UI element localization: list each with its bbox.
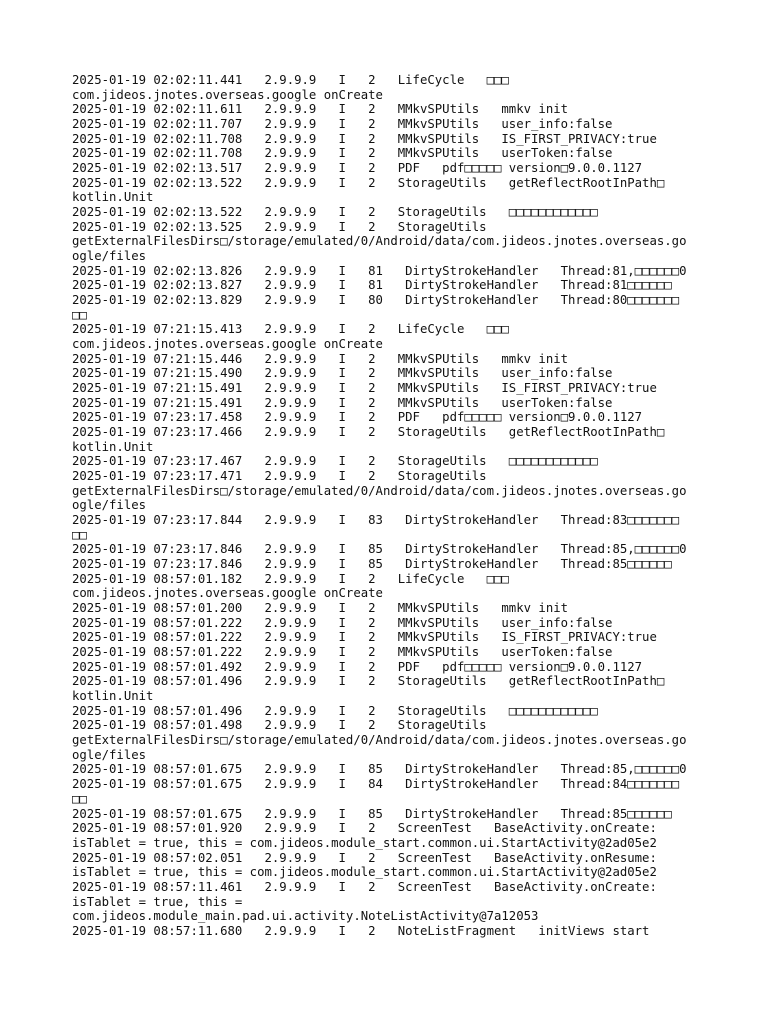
log-line: 2025-01-19 02:02:11.707 2.9.9.9 I 2 MMkvSPUtils user_info:false (72, 117, 613, 131)
log-line: 2025-01-19 02:02:13.826 2.9.9.9 I 81 DirtyStrokeHandler Thread:81,□□□□□□0 (72, 263, 687, 278)
log-line: 2025-01-19 02:02:11.611 2.9.9.9 I 2 MMkvSPUtils mmkv init (72, 102, 569, 117)
log-line: 2025-01-19 08:57:01.675 2.9.9.9 I 85 DirtyStrokeHandler Thread:85□□□□□□ (72, 806, 672, 821)
log-line: 2025-01-19 07:23:17.844 2.9.9.9 I 83 DirtyStrokeHandler Thread:83□□□□□□□ (72, 513, 680, 528)
log-line: 2025-01-19 07:23:17.846 2.9.9.9 I 85 DirtyStrokeHandler Thread:85,□□□□□□0 (72, 542, 687, 557)
log-line: 2025-01-19 08:57:01.675 2.9.9.9 I 85 DirtyStrokeHandler Thread:85,□□□□□□0 (72, 762, 687, 777)
log-line: 2025-01-19 02:02:11.708 2.9.9.9 I 2 MMkvSPUtils IS_FIRST_PRIVACY:true (72, 131, 657, 146)
log-line: 2025-01-19 02:02:13.827 2.9.9.9 I 81 DirtyStrokeHandler Thread:81□□□□□□ (72, 278, 672, 293)
log-line: com.jideos.jnotes.overseas.google onCreate (72, 87, 383, 102)
log-line: kotlin.Unit (72, 689, 154, 704)
log-line: 2025-01-19 08:57:01.200 2.9.9.9 I 2 MMkvSPUtils mmkv init (72, 601, 569, 616)
log-line: ogle/files (72, 498, 147, 513)
log-line: 2025-01-19 02:02:13.517 2.9.9.9 I 2 PDF pdf□□□□□ version□9.0.0.1127 (72, 161, 643, 176)
log-line: getExternalFilesDirs□/storage/emulated/0/Android/data/com.jideos.jnotes.overseas.go (72, 733, 687, 748)
log-line: 2025-01-19 08:57:01.496 2.9.9.9 I 2 StorageUtils □□□□□□□□□□□□ (72, 703, 598, 718)
log-line: 2025-01-19 08:57:01.182 2.9.9.9 I 2 LifeCycle □□□ (72, 571, 509, 586)
log-line: 2025-01-19 08:57:01.675 2.9.9.9 I 84 DirtyStrokeHandler Thread:84□□□□□□□ (72, 777, 680, 792)
log-line: com.jideos.module_main.pad.ui.activity.NoteListActivity@7a12053 (72, 909, 539, 924)
log-line: 2025-01-19 07:21:15.446 2.9.9.9 I 2 MMkvSPUtils mmkv init (72, 351, 569, 366)
log-line: isTablet = true, this = com.jideos.module_start.common.ui.StartActivity@2ad05e2 (72, 835, 657, 850)
log-line: 2025-01-19 02:02:11.708 2.9.9.9 I 2 MMkvSPUtils userToken:false (72, 146, 613, 161)
log-line: com.jideos.jnotes.overseas.google onCreate (72, 586, 383, 601)
log-line: 2025-01-19 02:02:11.441 2.9.9.9 I 2 LifeCycle □□□ (72, 73, 509, 87)
log-line: isTablet = true, this = com.jideos.module_start.common.ui.StartActivity@2ad05e2 (72, 865, 657, 880)
log-line: 2025-01-19 02:02:13.525 2.9.9.9 I 2 StorageUtils (72, 219, 487, 234)
log-line: 2025-01-19 07:21:15.490 2.9.9.9 I 2 MMkvSPUtils user_info:false (72, 366, 613, 381)
log-line: 2025-01-19 08:57:01.496 2.9.9.9 I 2 StorageUtils getReflectRootInPath□ (72, 674, 665, 689)
log-line: 2025-01-19 08:57:02.051 2.9.9.9 I 2 ScreenTest BaseActivity.onResume: (72, 850, 657, 865)
log-line: 2025-01-19 08:57:01.920 2.9.9.9 I 2 ScreenTest BaseActivity.onCreate: (72, 821, 657, 836)
log-line: □□ (72, 527, 87, 542)
log-line: 2025-01-19 08:57:01.222 2.9.9.9 I 2 MMkvSPUtils user_info:false (72, 615, 613, 630)
log-line: 2025-01-19 02:02:13.522 2.9.9.9 I 2 StorageUtils □□□□□□□□□□□□ (72, 205, 598, 220)
log-line: kotlin.Unit (72, 190, 154, 205)
log-line: kotlin.Unit (72, 439, 154, 454)
log-line: 2025-01-19 02:02:13.522 2.9.9.9 I 2 StorageUtils getReflectRootInPath□ (72, 175, 665, 190)
log-line: 2025-01-19 08:57:11.461 2.9.9.9 I 2 ScreenTest BaseActivity.onCreate: (72, 879, 657, 894)
log-line: 2025-01-19 07:23:17.458 2.9.9.9 I 2 PDF pdf□□□□□ version□9.0.0.1127 (72, 410, 643, 425)
log-line: ogle/files (72, 747, 147, 762)
log-line: □□ (72, 791, 87, 806)
log-line: 2025-01-19 08:57:11.680 2.9.9.9 I 2 NoteListFragment initViews start (72, 923, 650, 938)
log-line: getExternalFilesDirs□/storage/emulated/0/Android/data/com.jideos.jnotes.overseas.go (72, 234, 687, 249)
log-line: 2025-01-19 08:57:01.222 2.9.9.9 I 2 MMkvSPUtils IS_FIRST_PRIVACY:true (72, 630, 657, 645)
log-line: com.jideos.jnotes.overseas.google onCreate (72, 337, 383, 352)
log-line: 2025-01-19 07:21:15.413 2.9.9.9 I 2 LifeCycle □□□ (72, 322, 509, 337)
log-line: 2025-01-19 07:23:17.471 2.9.9.9 I 2 StorageUtils (72, 469, 487, 484)
log-line: 2025-01-19 07:23:17.467 2.9.9.9 I 2 StorageUtils □□□□□□□□□□□□ (72, 454, 598, 469)
log-line: 2025-01-19 07:23:17.466 2.9.9.9 I 2 StorageUtils getReflectRootInPath□ (72, 425, 665, 440)
log-line: 2025-01-19 08:57:01.498 2.9.9.9 I 2 StorageUtils (72, 718, 487, 733)
log-line: 2025-01-19 07:23:17.846 2.9.9.9 I 85 DirtyStrokeHandler Thread:85□□□□□□ (72, 557, 672, 572)
log-line: 2025-01-19 07:21:15.491 2.9.9.9 I 2 MMkvSPUtils IS_FIRST_PRIVACY:true (72, 381, 657, 396)
log-line: 2025-01-19 08:57:01.222 2.9.9.9 I 2 MMkvSPUtils userToken:false (72, 645, 613, 660)
log-line: getExternalFilesDirs□/storage/emulated/0/Android/data/com.jideos.jnotes.overseas.go (72, 483, 687, 498)
log-line: ogle/files (72, 249, 147, 264)
log-line: isTablet = true, this = (72, 894, 243, 909)
log-line: 2025-01-19 08:57:01.492 2.9.9.9 I 2 PDF pdf□□□□□ version□9.0.0.1127 (72, 659, 643, 674)
log-line: 2025-01-19 02:02:13.829 2.9.9.9 I 80 DirtyStrokeHandler Thread:80□□□□□□□ (72, 293, 680, 308)
log-line: □□ (72, 307, 87, 322)
log-line: 2025-01-19 07:21:15.491 2.9.9.9 I 2 MMkvSPUtils userToken:false (72, 395, 613, 410)
